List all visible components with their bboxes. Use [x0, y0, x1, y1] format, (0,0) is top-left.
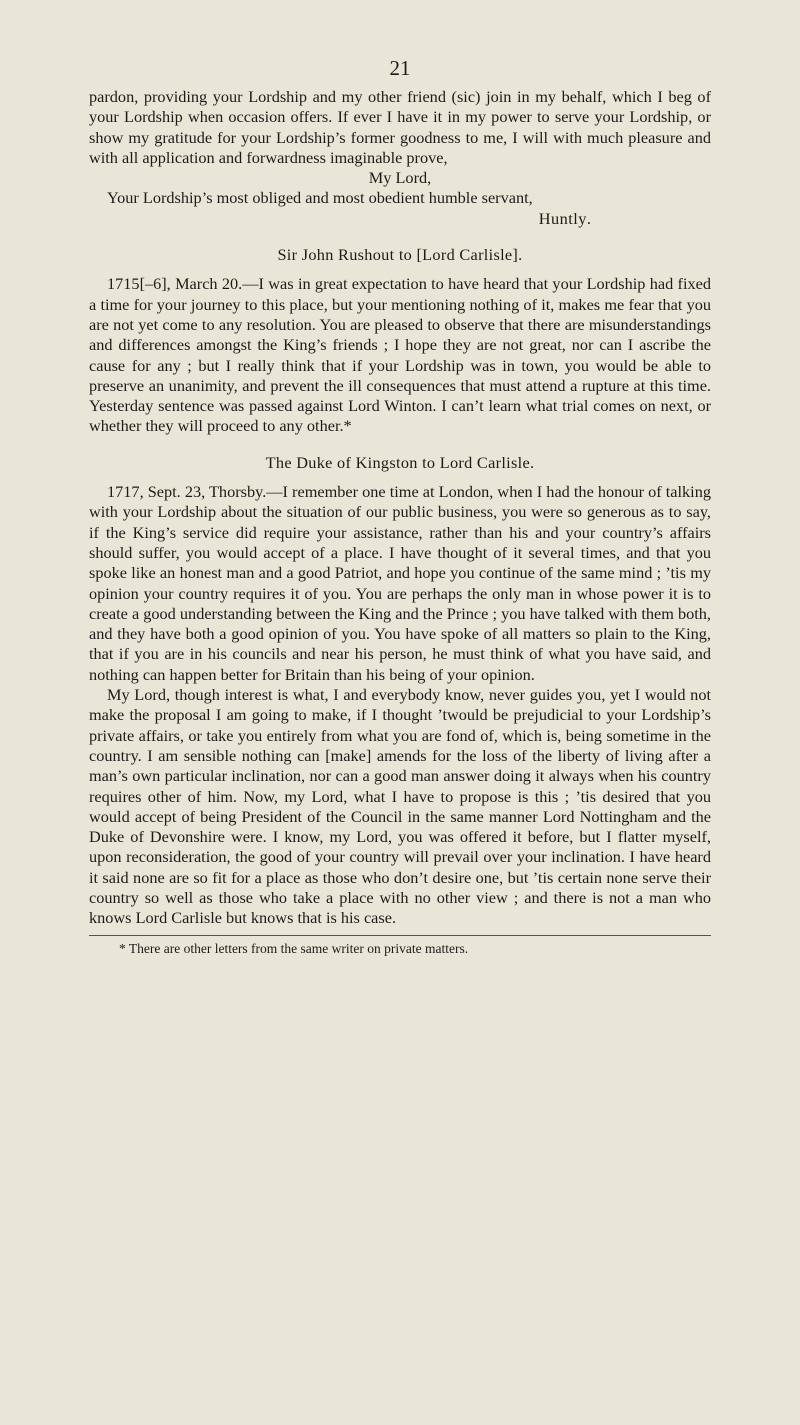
- footnote-rule: [89, 935, 711, 936]
- signature: Huntly.: [538, 208, 591, 228]
- letter-heading-recipient: Lord Carlisle.: [439, 452, 535, 472]
- letter-body: [89, 482, 711, 685]
- letter-heading-to: to: [422, 452, 436, 472]
- letter-continuation-paragraph: pardon, providing your Lordship and my other friend (sic) join in my behalf, which I beg of your Lordship when occasion offers. If ever I have it in my power to serve your Lordship, or show my gratitude for your Lordship’s former goodness to me, I will with much pleasure and with all application and forwardness imaginable prove,: [89, 87, 711, 167]
- letter-heading-writer: Sir John Rushout: [277, 245, 395, 265]
- letter-text: —I remember one time at London, when I had the honour of talking with your Lordship about the situation of our public business, you were so generous as to say, if the King’s service did require your assistance, rather than his and your country’s affairs should suffer, you would accept of a place. I have thought of it several times, and that you spoke like an honest man and a good Patriot, and hope you continue of the same mind ; ’tis my opinion your country requires it of you. You are perhaps the only man in whose power it is to create a good understanding between the King and the Prince ; you have talked with them both, and they have both a good opinion of you. You have spoke of all matters so plain to the King, that if you are in his councils and near his person, he must think of what you have said, and nothing can happen better for Britain than his being of your opinion.: [89, 482, 711, 684]
- signature-name: Huntly: [538, 208, 587, 228]
- salutation: My Lord,: [368, 168, 432, 188]
- page-number: 21: [389, 56, 411, 80]
- closing-line: Your Lordship’s most obliged and most obedient humble servant,: [107, 188, 533, 208]
- letter-body-continued: My Lord, though interest is what, I and everybody know, never guides you, yet I would not make the proposal I am going to make, if I thought ’twould be prejudicial to your Lordship’s private affairs, or take you entirely from what you are fond of, which is, being sometime in the country. I am sensible nothing can [make] amends for the loss of the liberty of living after a man’s own particular inclination, nor can a good man answer doing it always when his country requires other of him. Now, my Lord, what I have to propose is this ; ’tis desired that you would accept of being President of the Council in the same manner Lord Nottingham and the Duke of Devonshire were. I know, my Lord, you was offered it before, but I flatter myself, upon reconsideration, the good of your country will prevail over your inclination. I have heard it said none are so fit for a place as those who don’t desire one, but ’tis certain none serve their country so well as those who take a place with no other view ; and there is not a man who knows Lord Carlisle but knows that is his case.: [89, 685, 711, 928]
- letter-heading-recipient: [Lord Carlisle].: [416, 245, 523, 265]
- letter-body: [89, 274, 711, 436]
- letter-heading-to: to: [398, 245, 413, 265]
- letter-heading-rushout: [89, 245, 711, 265]
- footnote: * There are other letters from the same writer on private matters.: [119, 940, 469, 956]
- letter-heading-writer: The Duke of Kingston: [265, 452, 418, 472]
- text-column: [89, 87, 711, 958]
- letter-heading-kingston: [89, 453, 711, 473]
- letter-text: —I was in great expectation to have heard that your Lordship had fixed a time for your journey to this place, but your mentioning nothing of it, makes me fear that you are not yet come to any resolution. You are pleased to observe that there are misunderstandings and differences amongst the King’s friends ; I hope they are not great, nor can I ascribe the cause for any ; but I really think that if your Lordship was in town, you would be able to preserve an unanimity, and prevent the ill consequences that must attend a rupture at this time. Yesterday sentence was passed against Lord Winton. I can’t learn what trial comes on next, or whether they will proceed to any other.*: [89, 274, 712, 436]
- letter-date: 1717, Sept. 23, Thorsby.: [107, 482, 267, 502]
- letter-date: 1715[–6], March 20.: [107, 274, 243, 294]
